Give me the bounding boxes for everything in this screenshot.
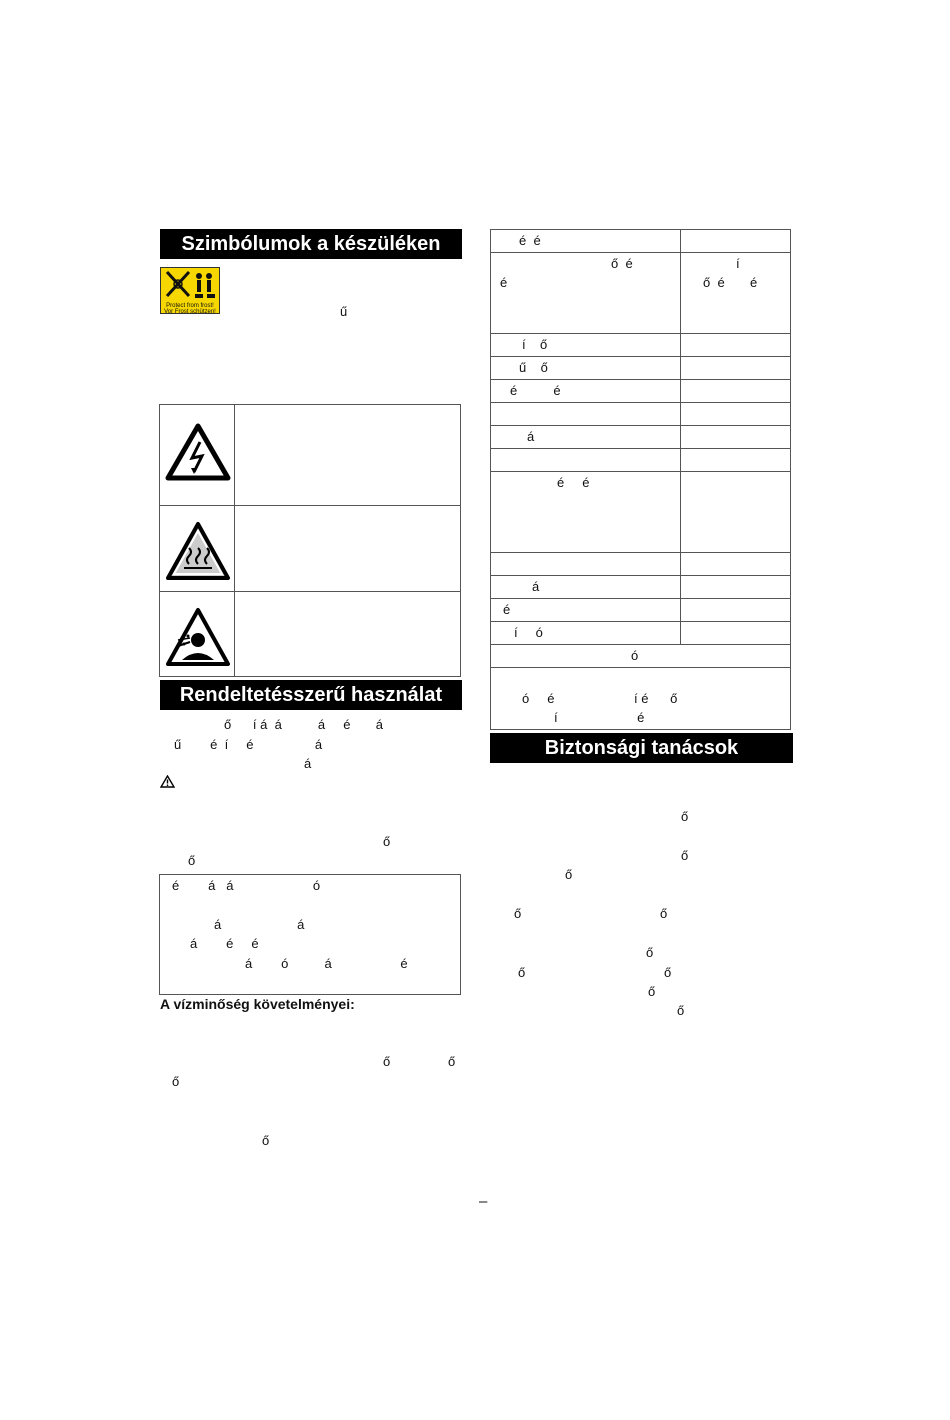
table-row-7-label: á [527,429,535,444]
table-row-5-label: é é [510,383,561,398]
table-row-9-label: é é [557,475,590,490]
safety-fragment-8: ő [664,965,672,980]
heading-safety: Biztonsági tanácsok [490,733,793,763]
table-row-2-value-1: í [736,256,740,271]
safety-fragment-3: ő [565,867,573,882]
table-row-2-label-2: é [500,275,508,290]
warning-text-fragment-2: ő [188,853,196,868]
frost-icon [161,268,219,300]
safety-fragment-1: ő [681,809,689,824]
use-line-3: á [174,756,312,771]
water-quality-subheading: A vízminőség követelményei: [160,996,355,1012]
electric-hazard-icon [164,422,232,482]
table-row-11-label: á [532,579,540,594]
water-fragment-1: ő [383,1054,391,1069]
note-line-3: á á [214,917,305,932]
safety-fragment-7: ő [518,965,526,980]
use-line-1: ő í á á á é á [224,717,383,732]
table-row-13-label: í ó [514,625,543,640]
table-row-3-label: í ő [522,337,548,352]
safety-fragment-5: ő [660,906,668,921]
safety-fragment-9: ő [648,984,656,999]
table-full-row-2-line-1: ó é í é ő [522,691,678,706]
heading-symbols: Szimbólumok a készüléken [160,229,462,259]
hot-surface-icon [164,520,232,582]
water-fragment-4: ő [262,1133,270,1148]
table-row-2-value-2: ő é é [703,275,758,290]
table-full-row-2-line-2: í é [554,710,645,725]
frost-label-text-1: Protect from frost! [166,303,214,309]
frost-label-text-2: Vor Frost schützen! [164,309,216,315]
safety-fragment-4: ő [514,906,522,921]
water-fragment-3: ő [172,1074,180,1089]
safety-fragment-10: ő [677,1003,685,1018]
symbol-text-fragment: ű [340,304,348,319]
note-line-5: á ó á é [245,956,408,971]
warning-text-fragment-1: ő [383,834,391,849]
table-full-row-1: ó [631,648,639,663]
frost-protection-label [160,267,220,314]
table-row-12-label: é [503,602,511,617]
note-line-4: á é é [190,936,259,951]
table-row-4-label: ű ő [519,360,548,375]
use-line-2: ű é í é á [174,737,323,752]
table-row-1-label: é é [519,233,541,248]
page-footer-dash: – [479,1193,488,1210]
water-fragment-2: ő [448,1054,456,1069]
safety-fragment-2: ő [681,848,689,863]
safety-fragment-6: ő [646,945,654,960]
high-pressure-jet-icon [164,606,232,668]
note-line-1: é á á ó [172,878,321,893]
technical-data-table [490,229,791,730]
warning-triangle-icon [160,775,175,788]
table-row-2-label: ő é [611,256,633,271]
heading-intended-use: Rendeltetésszerű használat [160,680,462,710]
